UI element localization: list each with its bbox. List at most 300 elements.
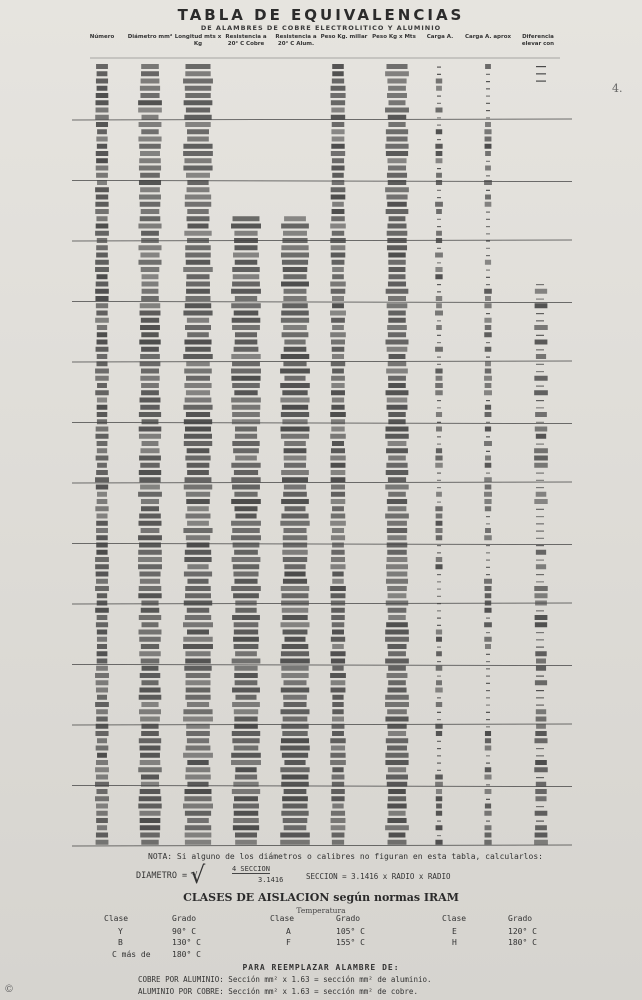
table-cell-mark	[332, 347, 345, 352]
table-cell-mark	[331, 499, 346, 504]
table-cell-mark	[140, 753, 160, 758]
table-cell-mark	[485, 528, 491, 533]
table-cell-mark	[536, 748, 544, 749]
table-cell-mark	[284, 789, 307, 794]
table-cell-mark	[486, 103, 490, 104]
table-cell-mark	[436, 412, 442, 417]
table-cell-mark	[96, 840, 109, 845]
table-cell-mark	[330, 311, 346, 316]
table-cell-mark	[332, 840, 344, 845]
table-cell-mark	[141, 601, 158, 606]
table-cell-mark	[388, 441, 407, 446]
table-cell-mark	[281, 318, 309, 323]
table-cell-mark	[485, 405, 491, 410]
table-cell-mark	[186, 492, 210, 497]
table-cell-mark	[485, 144, 492, 149]
table-cell-mark	[185, 659, 211, 664]
table-cell-mark	[280, 659, 310, 664]
table-cell-mark	[387, 557, 408, 562]
table-cell-mark	[387, 202, 407, 207]
table-cell-mark	[281, 811, 308, 816]
table-cell-mark	[485, 347, 492, 352]
table-cell-mark	[142, 274, 159, 279]
table-cell-mark	[486, 74, 490, 75]
table-cell-mark	[331, 593, 346, 598]
column-header-carga-aprox: Carga A. aprox	[464, 34, 512, 40]
table-cell-mark	[231, 753, 261, 758]
table-cell-mark	[387, 347, 408, 352]
table-cell-mark	[536, 480, 544, 481]
column-header-resist-cobre: Resistencia a 20° C Cobre	[225, 34, 267, 47]
table-cell-mark	[332, 441, 344, 446]
table-cell-mark	[187, 209, 208, 214]
table-cell-mark	[536, 371, 544, 372]
table-cell-mark	[436, 630, 442, 635]
table-cell-mark	[233, 448, 259, 453]
table-cell-mark	[486, 690, 490, 691]
table-cell-mark	[536, 705, 544, 706]
table-cell-mark	[486, 212, 490, 213]
table-cell-mark	[332, 666, 343, 671]
table-cell-mark	[232, 419, 260, 424]
table-cell-mark	[536, 709, 546, 714]
table-cell-mark	[436, 825, 443, 830]
table-cell-mark	[281, 311, 309, 316]
page-title: TABLA DE EQUIVALENCIAS	[177, 6, 465, 24]
table-cell-mark	[536, 659, 546, 664]
table-cell-mark	[281, 651, 309, 656]
table-cell-mark	[95, 434, 108, 439]
table-cell-mark	[280, 398, 309, 403]
table-cell-mark	[485, 195, 491, 200]
table-cell-mark	[234, 347, 259, 352]
table-cell-mark	[386, 151, 408, 156]
table-cell-mark	[281, 601, 309, 606]
table-cell-mark	[141, 644, 159, 649]
table-cell-mark	[141, 267, 160, 272]
table-cell-mark	[485, 122, 491, 127]
table-cell-mark	[96, 724, 109, 729]
table-cell-mark	[281, 412, 309, 417]
table-cell-mark	[332, 274, 344, 279]
table-cell-mark	[234, 622, 259, 627]
table-cell-mark	[437, 473, 441, 474]
table-cell-mark	[139, 637, 160, 642]
aislacion-cell: 180° C	[508, 938, 537, 947]
table-cell-mark	[186, 731, 210, 736]
table-cell-mark	[332, 369, 344, 374]
table-cell-mark	[235, 514, 256, 519]
table-cell-mark	[138, 804, 161, 809]
table-cell-mark	[536, 550, 546, 555]
table-cell-mark	[486, 219, 490, 220]
table-cell-mark	[386, 289, 409, 294]
table-cell-mark	[437, 770, 441, 771]
table-cell-mark	[386, 137, 407, 142]
table-dash	[536, 81, 546, 82]
aislacion-cell: 155° C	[336, 938, 365, 947]
table-cell-mark	[141, 528, 160, 533]
table-cell-mark	[330, 564, 345, 569]
page-subtitle: DE ALAMBRES DE COBRE ELECTROLITICO Y ALUMINIO	[200, 24, 442, 32]
table-cell-mark	[183, 405, 212, 410]
table-cell-mark	[332, 717, 344, 722]
table-cell-mark	[436, 180, 442, 185]
table-cell-mark	[387, 709, 407, 714]
table-cell-mark	[139, 586, 162, 591]
table-cell-mark	[388, 608, 407, 613]
table-cell-mark	[387, 535, 406, 540]
table-cell-mark	[95, 477, 109, 482]
table-cell-mark	[185, 593, 211, 598]
table-cell-mark	[283, 231, 307, 236]
table-cell-mark	[389, 354, 406, 359]
table-cell-mark	[233, 825, 259, 830]
table-cell-mark	[235, 340, 258, 345]
table-cell-mark	[437, 96, 441, 97]
table-cell-mark	[140, 202, 161, 207]
table-cell-mark	[141, 680, 158, 685]
table-cell-mark	[96, 760, 108, 765]
table-cell-mark	[140, 303, 160, 308]
table-cell-mark	[96, 79, 108, 84]
table-cell-mark	[232, 702, 260, 707]
table-cell-mark	[95, 586, 109, 591]
table-cell-mark	[140, 93, 159, 98]
table-cell-mark	[484, 637, 491, 642]
table-cell-mark	[536, 581, 544, 582]
table-cell-mark	[388, 166, 406, 171]
table-cell-mark	[185, 833, 212, 838]
table-cell-mark	[282, 390, 307, 395]
table-cell-mark	[486, 161, 490, 162]
table-cell-mark	[437, 400, 441, 401]
table-cell-mark	[141, 608, 159, 613]
table-cell-mark	[187, 216, 210, 221]
table-cell-mark	[330, 760, 346, 765]
aislacion-cell: 90° C	[172, 927, 197, 936]
table-cell-mark	[486, 618, 490, 619]
table-cell-mark	[235, 332, 257, 337]
table-cell-mark	[435, 688, 442, 693]
table-cell-mark	[280, 833, 310, 838]
table-cell-mark	[388, 731, 406, 736]
table-cell-mark	[284, 463, 306, 468]
table-cell-mark	[95, 767, 109, 772]
table-cell-mark	[437, 407, 441, 408]
table-cell-mark	[183, 311, 212, 316]
table-cell-mark	[141, 840, 158, 845]
table-cell-mark	[235, 840, 257, 845]
table-cell-mark	[437, 581, 441, 582]
table-cell-mark	[485, 789, 492, 794]
table-cell-mark	[140, 325, 160, 330]
table-cell-mark	[435, 390, 442, 395]
table-cell-mark	[183, 804, 213, 809]
table-cell-mark	[386, 390, 409, 395]
table-cell-mark	[484, 840, 491, 845]
table-cell-mark	[485, 260, 491, 265]
table-cell-mark	[281, 673, 308, 678]
table-cell-mark	[187, 332, 209, 337]
table-cell-mark	[388, 361, 406, 366]
table-cell-mark	[536, 777, 544, 778]
table-cell-mark	[485, 456, 491, 461]
table-cell-mark	[140, 746, 161, 751]
table-cell-mark	[437, 596, 441, 597]
table-cell-mark	[387, 173, 407, 178]
table-cell-mark	[141, 731, 159, 736]
table-cell-mark	[535, 680, 547, 685]
table-cell-mark	[96, 311, 107, 316]
sqrt-icon: √	[190, 861, 206, 889]
table-cell-mark	[283, 361, 306, 366]
table-cell-mark	[139, 158, 161, 163]
table-cell-mark	[485, 383, 492, 388]
table-cell-mark	[485, 738, 491, 743]
table-cell-mark	[534, 456, 548, 461]
table-cell-mark	[186, 390, 210, 395]
table-cell-mark	[140, 311, 161, 316]
table-cell-mark	[437, 763, 441, 764]
table-cell-mark	[235, 695, 256, 700]
table-cell-mark	[331, 144, 344, 149]
table-cell-mark	[486, 574, 490, 575]
table-cell-mark	[486, 523, 490, 524]
table-cell-mark	[436, 680, 442, 685]
table-cell-mark	[140, 151, 160, 156]
table-cell-mark	[436, 231, 442, 236]
table-cell-mark	[95, 115, 109, 120]
table-cell-mark	[536, 364, 544, 365]
table-cell-mark	[485, 151, 491, 156]
table-cell-mark	[185, 586, 210, 591]
table-cell-mark	[388, 492, 406, 497]
table-cell-mark	[97, 383, 107, 388]
table-cell-mark	[331, 637, 345, 642]
table-cell-mark	[185, 325, 211, 330]
table-cell-mark	[388, 593, 407, 598]
table-cell-mark	[330, 332, 346, 337]
table-cell-mark	[486, 632, 490, 633]
table-cell-mark	[140, 818, 161, 823]
table-cell-mark	[534, 376, 547, 381]
table-cell-mark	[486, 233, 490, 234]
table-cell-mark	[280, 622, 309, 627]
table-cell-mark	[331, 376, 345, 381]
table-cell-mark	[331, 187, 346, 192]
table-cell-mark	[388, 680, 406, 685]
table-cell-mark	[95, 260, 109, 265]
table-cell-mark	[184, 666, 211, 671]
table-cell-mark	[485, 463, 492, 468]
table-cell-mark	[283, 267, 308, 272]
table-cell-mark	[435, 144, 442, 149]
table-cell-mark	[387, 405, 408, 410]
table-cell-mark	[231, 477, 260, 482]
table-cell-mark	[486, 436, 490, 437]
table-cell-mark	[436, 492, 442, 497]
table-cell-mark	[95, 673, 109, 678]
table-cell-mark	[232, 267, 260, 272]
table-cell-mark	[233, 818, 259, 823]
table-cell-mark	[233, 564, 259, 569]
table-cell-mark	[436, 811, 442, 816]
side-mark: 4.	[612, 82, 623, 95]
aislacion-cell: H	[452, 938, 457, 947]
table-cell-mark	[96, 789, 107, 794]
table-cell-mark	[95, 564, 109, 569]
table-cell-mark	[184, 485, 212, 490]
table-cell-mark	[534, 738, 547, 743]
table-cell-mark	[486, 560, 490, 561]
table-cell-mark	[96, 195, 108, 200]
table-cell-mark	[283, 274, 306, 279]
table-cell-mark	[435, 108, 442, 113]
table-cell-mark	[485, 137, 492, 142]
table-cell-mark	[486, 763, 490, 764]
table-cell-mark	[186, 376, 210, 381]
table-cell-mark	[283, 528, 306, 533]
table-cell-mark	[387, 572, 408, 577]
table-cell-mark	[184, 383, 211, 388]
table-cell-mark	[234, 717, 257, 722]
table-cell-mark	[437, 125, 441, 126]
table-cell-mark	[435, 506, 442, 511]
table-rule	[72, 845, 572, 846]
table-cell-mark	[142, 666, 159, 671]
table-cell-mark	[142, 282, 159, 287]
table-cell-mark	[231, 224, 261, 229]
table-cell-mark	[534, 325, 547, 330]
table-cell-mark	[185, 840, 211, 845]
table-cell-mark	[484, 579, 492, 584]
table-cell-mark	[388, 615, 405, 620]
table-cell-mark	[388, 274, 405, 279]
table-cell-mark	[437, 103, 441, 104]
table-cell-mark	[187, 224, 208, 229]
table-cell-mark	[436, 514, 443, 519]
table-cell-mark	[97, 593, 107, 598]
table-cell-mark	[485, 767, 491, 772]
table-cell-mark	[138, 564, 162, 569]
table-cell-mark	[436, 129, 442, 134]
table-cell-mark	[485, 825, 492, 830]
table-cell-mark	[534, 499, 547, 504]
table-cell-mark	[331, 318, 345, 323]
corner-mark: ©	[4, 984, 14, 995]
table-cell-mark	[141, 332, 158, 337]
table-cell-mark	[387, 303, 408, 308]
table-cell-mark	[437, 625, 441, 626]
aislacion-cell: 180° C	[172, 950, 201, 959]
table-cell-mark	[96, 274, 107, 279]
table-cell-mark	[387, 398, 407, 403]
table-cell-mark	[436, 731, 442, 736]
table-cell-mark	[186, 108, 210, 113]
table-cell-mark	[536, 574, 544, 575]
table-cell-mark	[138, 767, 162, 772]
table-cell-mark	[140, 86, 160, 91]
table-cell-mark	[183, 79, 213, 84]
table-cell-mark	[186, 64, 211, 69]
table-cell-mark	[436, 325, 442, 330]
table-cell-mark	[138, 137, 161, 142]
table-cell-mark	[140, 673, 161, 678]
table-cell-mark	[284, 456, 307, 461]
formula-denominator: 3.1416	[258, 876, 284, 884]
table-cell-mark	[436, 702, 442, 707]
table-cell-mark	[486, 190, 490, 191]
table-cell-mark	[388, 811, 405, 816]
table-cell-mark	[96, 173, 108, 178]
table-cell-mark	[97, 492, 107, 497]
table-cell-mark	[485, 731, 491, 736]
table-cell-mark	[231, 535, 261, 540]
table-cell-mark	[331, 470, 346, 475]
table-cell-mark	[232, 485, 260, 490]
table-cell-mark	[436, 521, 443, 526]
table-cell-mark	[231, 303, 261, 308]
table-cell-mark	[234, 390, 257, 395]
table-cell-mark	[486, 719, 490, 720]
table-cell-mark	[96, 470, 108, 475]
table-cell-mark	[437, 552, 441, 553]
table-cell-mark	[486, 705, 490, 706]
table-cell-mark	[331, 100, 345, 105]
table-cell-mark	[140, 825, 160, 830]
table-cell-mark	[484, 289, 492, 294]
table-cell-mark	[486, 473, 490, 474]
table-cell-mark	[139, 427, 162, 432]
table-cell-mark	[95, 390, 108, 395]
table-cell-mark	[332, 79, 344, 84]
table-cell-mark	[436, 151, 443, 156]
table-cell-mark	[139, 470, 161, 475]
table-cell-mark	[96, 550, 107, 555]
table-cell-mark	[484, 499, 491, 504]
table-cell-mark	[536, 531, 544, 532]
aislacion-cell: E	[452, 927, 457, 936]
table-cell-mark	[331, 151, 345, 156]
table-cell-mark	[331, 601, 345, 606]
table-cell-mark	[331, 108, 344, 113]
table-cell-mark	[437, 502, 441, 503]
table-cell-mark	[387, 746, 407, 751]
table-cell-mark	[95, 231, 109, 236]
table-cell-mark	[536, 821, 544, 822]
table-cell-mark	[535, 760, 547, 765]
table-cell-mark	[486, 451, 490, 452]
table-cell-mark	[387, 550, 406, 555]
table-cell-mark	[437, 821, 441, 822]
table-cell-mark	[235, 767, 256, 772]
table-cell-mark	[330, 738, 345, 743]
table-cell-mark	[331, 129, 344, 134]
table-cell-mark	[331, 463, 346, 468]
table-cell-mark	[183, 753, 213, 758]
table-cell-mark	[140, 216, 161, 221]
table-cell-mark	[437, 168, 441, 169]
table-cell-mark	[484, 390, 492, 395]
table-cell-mark	[486, 248, 490, 249]
table-cell-mark	[95, 202, 108, 207]
formula-numerator: 4 SECCION	[232, 865, 270, 873]
table-cell-mark	[141, 296, 159, 301]
table-cell-mark	[138, 557, 162, 562]
table-cell-mark	[97, 325, 107, 330]
table-cell-mark	[141, 64, 159, 69]
